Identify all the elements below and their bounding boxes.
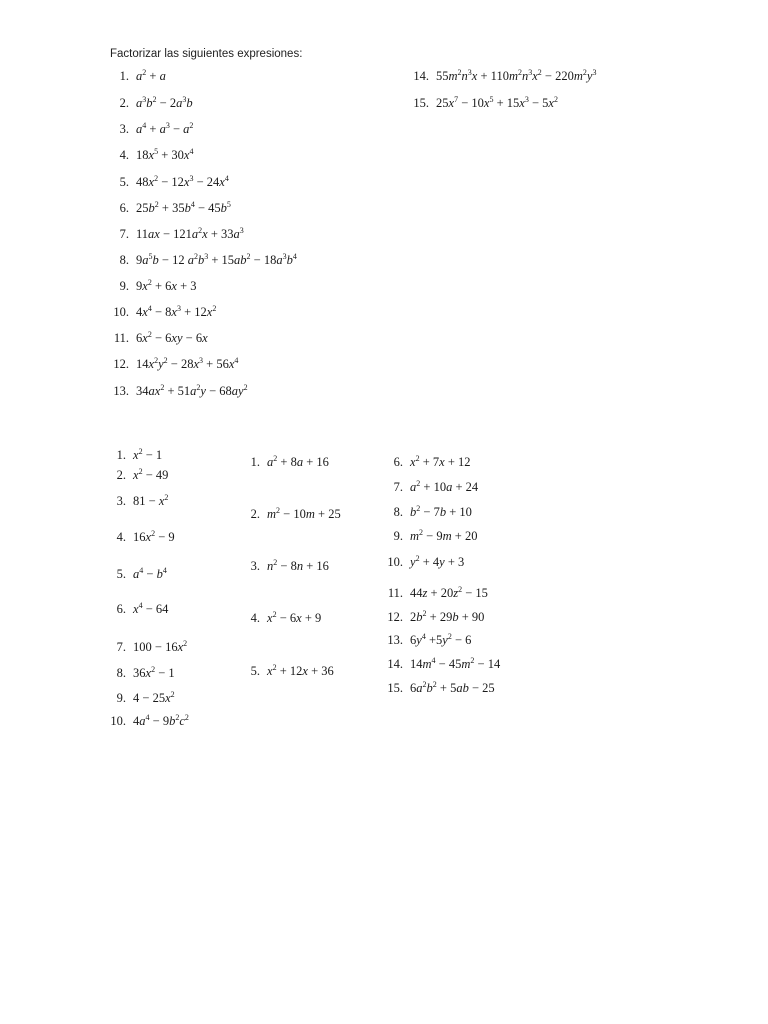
- problem-expression: $34ax^2 + 51a^2y - 68ay^2$: [136, 382, 248, 398]
- problem-s4-7: [383, 480, 478, 494]
- problem-number: 8.: [119, 253, 129, 267]
- problem-expression: $x^2 + 7x + 12$: [410, 453, 471, 469]
- problem-number: 5.: [250, 664, 260, 678]
- problem-expression: $4a^4 - 9b^2c^2$: [133, 712, 189, 728]
- problem-s1-4: [110, 148, 193, 162]
- problem-number: 9.: [393, 529, 403, 543]
- problem-number: 2.: [250, 507, 260, 521]
- problem-expression: $a^4 - b^4$: [133, 565, 167, 581]
- problem-s3-4: [248, 611, 321, 625]
- problem-s1-5: [110, 175, 229, 189]
- problem-s2-10: [106, 714, 189, 728]
- problem-s1-15: [410, 96, 558, 110]
- problem-number: 1.: [250, 455, 260, 469]
- problem-s1-7: [110, 227, 244, 241]
- problem-number: 4.: [250, 611, 260, 625]
- problem-expression: $n^2 - 8n + 16$: [267, 557, 329, 573]
- problem-s4-13: [383, 633, 471, 647]
- problem-number: 5.: [119, 175, 129, 189]
- problem-number: 3.: [116, 494, 126, 508]
- problem-expression: $11ax - 121a^2x + 33a^3$: [136, 225, 244, 241]
- problem-number: 4.: [116, 530, 126, 544]
- problem-number: 10.: [113, 305, 129, 319]
- problem-s4-12: [383, 610, 484, 624]
- problem-expression: $a^2 + a$: [136, 67, 166, 83]
- problem-s4-10: [383, 555, 464, 569]
- problem-s1-12: [110, 357, 238, 371]
- problem-number: 12.: [387, 610, 403, 624]
- problem-expression: $a^3b^2 - 2a^3b$: [136, 94, 193, 110]
- problem-s4-9: [383, 529, 477, 543]
- problem-number: 15.: [387, 681, 403, 695]
- problem-s1-8: [110, 253, 297, 267]
- problem-number: 1.: [116, 448, 126, 462]
- problem-number: 8.: [393, 505, 403, 519]
- problem-number: 7.: [119, 227, 129, 241]
- problem-s4-15: [383, 681, 495, 695]
- problem-number: 5.: [116, 567, 126, 581]
- problem-number: 2.: [119, 96, 129, 110]
- problem-s2-4: [106, 530, 175, 544]
- problem-expression: $x^2 - 49$: [133, 466, 169, 482]
- problem-s1-2: [110, 96, 193, 110]
- problem-expression: $6x^2 - 6xy - 6x$: [136, 329, 208, 345]
- problem-expression: $2b^2 + 29b + 90$: [410, 608, 485, 624]
- problem-number: 11.: [113, 331, 129, 345]
- problem-expression: $36x^2 - 1$: [133, 664, 175, 680]
- problem-s1-9: [110, 279, 197, 293]
- problem-expression: $y^2 + 4y + 3$: [410, 553, 465, 569]
- problem-s3-3: [248, 559, 329, 573]
- problem-number: 7.: [393, 480, 403, 494]
- problem-number: 14.: [387, 657, 403, 671]
- problem-expression: $6a^2b^2 + 5ab - 25$: [410, 679, 495, 695]
- problem-s2-6: [106, 602, 168, 616]
- problem-expression: $25x^7 - 10x^5 + 15x^3 - 5x^2$: [436, 94, 558, 110]
- problem-s1-13: [110, 384, 248, 398]
- problem-number: 7.: [116, 640, 126, 654]
- problem-number: 11.: [387, 586, 403, 600]
- problem-expression: $44z + 20z^2 - 15$: [410, 584, 488, 600]
- problem-s4-6: [383, 455, 471, 469]
- problem-s3-5: [248, 664, 334, 678]
- problem-s2-9: [106, 691, 175, 705]
- problem-s1-3: [110, 122, 193, 136]
- problem-s3-1: [248, 455, 329, 469]
- problem-expression: $x^2 - 6x + 9$: [267, 609, 322, 625]
- problem-expression: $48x^2 - 12x^3 - 24x^4$: [136, 173, 229, 189]
- problem-expression: $6y^4 +5y^2 - 6$: [410, 631, 472, 647]
- problem-s2-3: [106, 494, 168, 508]
- problem-expression: $x^2 + 12x + 36$: [267, 662, 334, 678]
- problem-number: 6.: [119, 201, 129, 215]
- problem-s2-8: [106, 666, 175, 680]
- problem-expression: $81 - x^2$: [133, 492, 169, 508]
- problem-s3-2: [248, 507, 341, 521]
- problem-expression: $16x^2 - 9$: [133, 528, 175, 544]
- problem-number: 9.: [116, 691, 126, 705]
- problem-number: 2.: [116, 468, 126, 482]
- problem-s1-11: [110, 331, 208, 345]
- problem-s2-7: [106, 640, 187, 654]
- problem-s2-1: [106, 448, 162, 462]
- problem-number: 10.: [110, 714, 126, 728]
- problem-expression: $a^2 + 8a + 16$: [267, 453, 329, 469]
- problem-number: 6.: [116, 602, 126, 616]
- problem-s1-14: [410, 69, 596, 83]
- problem-s1-10: [110, 305, 216, 319]
- problem-s2-2: [106, 468, 168, 482]
- problem-number: 6.: [393, 455, 403, 469]
- worksheet-heading: Factorizar las siguientes expresiones:: [110, 48, 303, 60]
- problem-number: 14.: [413, 69, 429, 83]
- problem-number: 13.: [113, 384, 129, 398]
- problem-expression: $14m^4 - 45m^2 - 14$: [410, 655, 501, 671]
- problem-expression: $55m^2n^3x + 110m^2n^3x^2 - 220m^2y^3$: [436, 67, 597, 83]
- problem-expression: $m^2 - 10m + 25$: [267, 505, 341, 521]
- problem-expression: $a^4 + a^3 - a^2$: [136, 120, 194, 136]
- problem-expression: $14x^2y^2 - 28x^3 + 56x^4$: [136, 355, 239, 371]
- problem-s1-1: [110, 69, 166, 83]
- problem-number: 9.: [119, 279, 129, 293]
- problem-expression: $9x^2 + 6x + 3$: [136, 277, 197, 293]
- problem-s4-11: [383, 586, 488, 600]
- problem-expression: $9a^5b - 12$ $a^2b^3 + 15ab^2 - 18a^3b^4$: [136, 251, 297, 267]
- problem-expression: $18x^5 + 30x^4$: [136, 146, 194, 162]
- problem-number: 3.: [119, 122, 129, 136]
- problem-expression: $b^2 - 7b + 10$: [410, 503, 472, 519]
- problem-number: 13.: [387, 633, 403, 647]
- problem-expression: $25b^2 + 35b^4 - 45b^5$: [136, 199, 231, 215]
- problem-number: 1.: [119, 69, 129, 83]
- problem-expression: $x^2 - 1$: [133, 446, 163, 462]
- problem-expression: $m^2 - 9m + 20$: [410, 527, 478, 543]
- problem-expression: $4x^4 - 8x^3 + 12x^2$: [136, 303, 217, 319]
- problem-number: 8.: [116, 666, 126, 680]
- problem-expression: $4 - 25x^2$: [133, 689, 175, 705]
- problem-number: 4.: [119, 148, 129, 162]
- problem-number: 12.: [113, 357, 129, 371]
- problem-s4-14: [383, 657, 500, 671]
- problem-s1-6: [110, 201, 231, 215]
- problem-expression: $x^4 - 64$: [133, 600, 169, 616]
- problem-expression: $a^2 + 10a + 24$: [410, 478, 479, 494]
- problem-s4-8: [383, 505, 472, 519]
- problem-expression: $100 - 16x^2$: [133, 638, 188, 654]
- problem-s2-5: [106, 567, 167, 581]
- problem-number: 15.: [413, 96, 429, 110]
- problem-number: 3.: [250, 559, 260, 573]
- problem-number: 10.: [387, 555, 403, 569]
